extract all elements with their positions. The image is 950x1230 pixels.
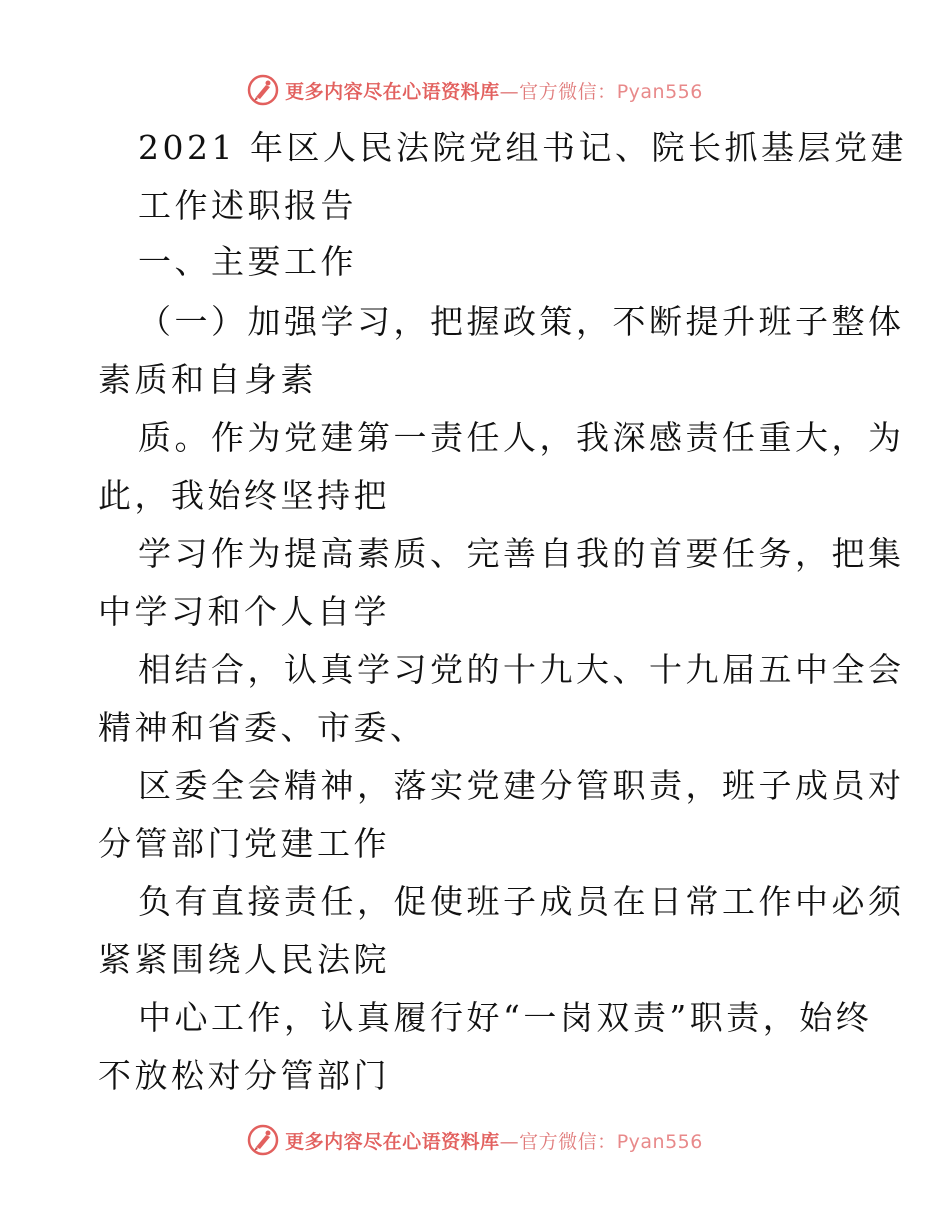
paragraph-line: 相结合，认真学习党的十九大、十九届五中全会 — [138, 650, 905, 689]
paragraph-line: 区委全会精神，落实党建分管职责，班子成员对 — [138, 766, 905, 805]
watermark-handle: Pyan556 — [616, 1130, 703, 1153]
paragraph-line: 不放松对分管部门 — [98, 1056, 390, 1095]
watermark-text — [285, 1127, 703, 1154]
watermark-separator: — — [499, 80, 520, 103]
paragraph-line: 分管部门党建工作 — [98, 824, 390, 863]
section-heading: 一、主要工作 — [138, 242, 357, 281]
header-watermark — [0, 70, 950, 110]
document-title-line-1: 2021 年区人民法院党组书记、院长抓基层党建 — [138, 128, 907, 167]
watermark-suffix: 官方微信： — [519, 80, 617, 103]
paragraph-line: 此，我始终坚持把 — [98, 476, 390, 515]
paragraph-line: 负有直接责任，促使班子成员在日常工作中必须 — [138, 882, 905, 921]
pen-logo-icon — [247, 74, 279, 106]
paragraph-line: 质。作为党建第一责任人，我深感责任重大，为 — [138, 418, 905, 457]
document-title-line-2: 工作述职报告 — [138, 186, 357, 225]
paragraph-line: （一）加强学习，把握政策，不断提升班子整体 — [138, 302, 905, 341]
watermark-text — [285, 77, 703, 104]
watermark-brand: 更多内容尽在心语资料库 — [285, 80, 500, 103]
watermark-suffix: 官方微信： — [519, 1130, 617, 1153]
watermark-separator: — — [499, 1130, 520, 1153]
paragraph-line: 学习作为提高素质、完善自我的首要任务，把集 — [138, 534, 905, 573]
watermark-handle: Pyan556 — [616, 80, 703, 103]
paragraph-line: 中学习和个人自学 — [98, 592, 390, 631]
footer-watermark — [0, 1120, 950, 1160]
paragraph-line: 中心工作，认真履行好“一岗双责”职责，始终 — [138, 998, 873, 1037]
paragraph-line: 紧紧围绕人民法院 — [98, 940, 390, 979]
paragraph-line: 素质和自身素 — [98, 360, 317, 399]
watermark-brand: 更多内容尽在心语资料库 — [285, 1130, 500, 1153]
pen-logo-icon — [247, 1124, 279, 1156]
paragraph-line: 精神和省委、市委、 — [98, 708, 427, 747]
